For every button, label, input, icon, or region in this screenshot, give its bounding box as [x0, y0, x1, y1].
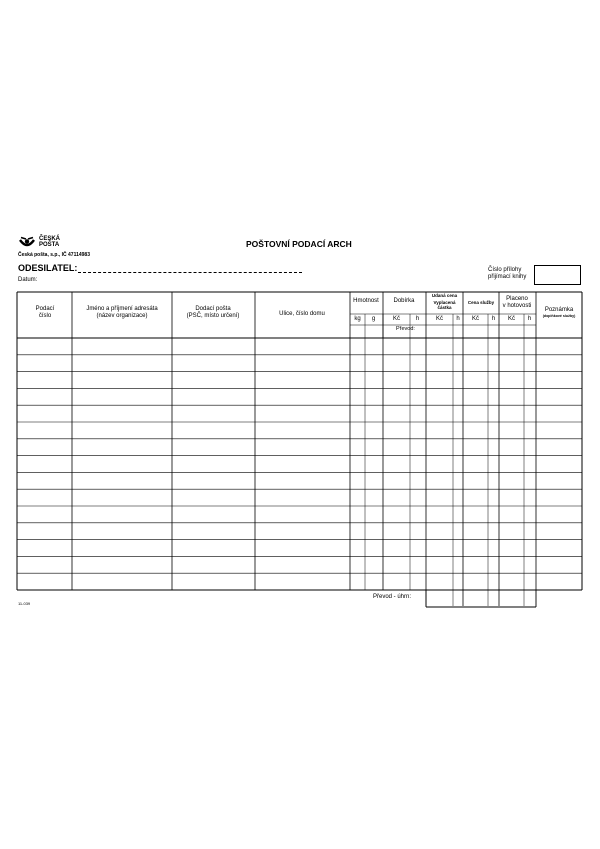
- unit-sluzby-h: h: [491, 316, 496, 322]
- header-udana-line-3: částka: [437, 305, 452, 310]
- unit-kg: kg: [354, 316, 361, 322]
- header-udana-line-1: Udaná cena: [431, 293, 458, 298]
- date-label: Datum:: [18, 277, 38, 283]
- header-cena-sluzby: Cena služby: [467, 300, 495, 305]
- attachment-label-line-1: Číslo přílohy: [488, 267, 522, 273]
- unit-sluzby-kc: Kč: [471, 316, 479, 322]
- unit-udana-h: h: [456, 316, 460, 322]
- prevod-uhrn-label: Převod - úhrn:: [373, 594, 412, 600]
- header-placeno: [499, 296, 535, 310]
- form-code: 11-039: [18, 601, 31, 606]
- company-info: Česká pošta, s.p., IČ 47114983: [18, 252, 90, 258]
- header-dobirka: Dobírka: [393, 298, 415, 304]
- unit-udana-kc: Kč: [435, 316, 443, 322]
- header-poznamka: [536, 307, 582, 319]
- logo-line-1: ČESKÁ: [39, 236, 61, 242]
- unit-dobirka-h: h: [415, 316, 420, 322]
- header-udana-line-2: Vyplacená: [433, 300, 456, 305]
- prevod-label: Převod:: [396, 326, 415, 332]
- unit-g: g: [371, 316, 376, 322]
- header-jmeno-line-1: Jméno a příjmení adresáta: [86, 306, 158, 312]
- unit-dobirka-kc: Kč: [392, 316, 400, 322]
- header-jmeno-line-2: (název organizace): [96, 313, 148, 319]
- page-title: POŠTOVNÍ PODACÍ ARCH: [246, 239, 352, 249]
- header-placeno-line-1: Placeno: [506, 296, 528, 302]
- header-dodaci-posta: [172, 306, 254, 320]
- unit-placeno-kc: Kč: [507, 316, 515, 322]
- unit-placeno-h: h: [527, 316, 532, 322]
- header-poznamka-line-1: Poznámka: [544, 307, 574, 313]
- header-podaci-cislo: [18, 306, 72, 320]
- header-placeno-line-2: v hotovosti: [502, 303, 532, 309]
- header-podaci-line-2: číslo: [38, 313, 52, 319]
- header-jmeno: [73, 306, 171, 320]
- header-udana-cena: [426, 293, 463, 310]
- header-hmotnost: Hmotnost: [353, 298, 379, 304]
- logo-line-2: POŠTA: [39, 242, 60, 248]
- header-podaci-line-1: Podací: [35, 306, 55, 312]
- header-poznamka-line-2: (doplňkové služby): [542, 314, 576, 318]
- header-posta-line-2: (PSČ, místo určení): [186, 313, 240, 319]
- attachment-label-line-2: přijímací knihy: [488, 274, 527, 280]
- header-ulice: Ulice, číslo domu: [279, 311, 325, 317]
- sender-label: ODESILATEL:: [18, 263, 78, 273]
- header-posta-line-1: Dodací pošta: [195, 306, 231, 312]
